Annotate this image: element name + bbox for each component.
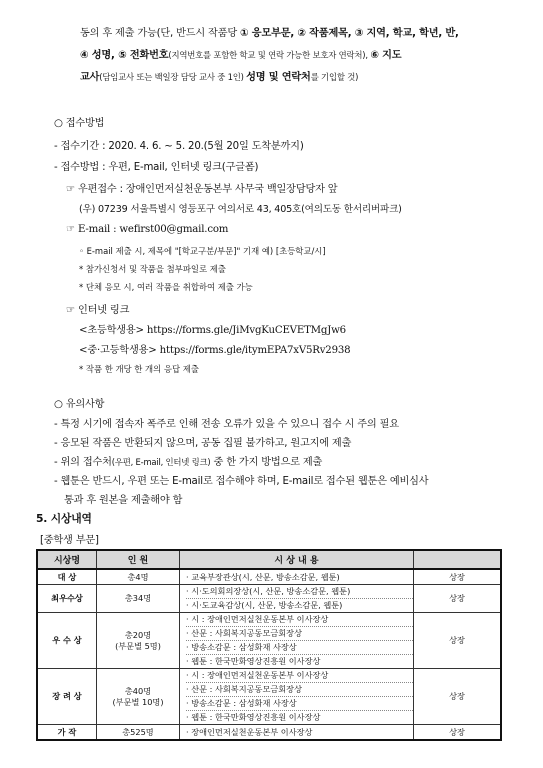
content-line: · 시·도교육감상(시, 산문, 방송소감문, 웹툰) xyxy=(186,600,343,610)
text-segment: 교사 xyxy=(80,72,100,83)
award-prize: 상장 xyxy=(414,613,502,669)
awards-subtitle: [중학생 부문] xyxy=(40,535,99,546)
award-category: 최우수상 xyxy=(37,585,97,613)
text-line xyxy=(80,46,401,61)
content-line: · 웹툰 : 한국만화영상진흥원 이사장상 xyxy=(186,656,321,666)
award-prize: 상장 xyxy=(414,569,502,585)
award-prize: 상장 xyxy=(414,585,502,613)
text-line xyxy=(80,68,358,83)
content-line: · 방송소감문 : 삼성화재 사장상 xyxy=(186,697,413,711)
award-content xyxy=(180,569,414,585)
receipt-method: - 접수방법 : 우편, E-mail, 인터넷 링크(구글폼) xyxy=(54,162,259,173)
award-content xyxy=(180,613,414,669)
post-address: (우) 07239 서울특별시 영등포구 여의서로 43, 405호(여의도동 한서리버파크) xyxy=(79,204,402,215)
awards-title: 5. 시상내역 xyxy=(36,512,92,525)
count-text: 총525명 xyxy=(122,726,154,737)
table-row xyxy=(37,585,501,613)
content-line: · 웹툰 : 한국만화영상진흥원 이사장상 xyxy=(186,712,321,722)
receipt-period: - 접수기간 : 2020. 4. 6. ~ 5. 20.(5월 20일 도착분까지) xyxy=(54,141,304,152)
text-segment: ④ 성명, ⑤ 전화번호 xyxy=(80,50,169,61)
note-item: - 응모된 작품은 반환되지 않으며, 공동 집필 불가하고, 원고지에 제출 xyxy=(54,438,352,449)
text-segment: ① 응모부문, ② 작품제목, ③ 지역, 학교, 학년, 반, xyxy=(240,28,459,39)
award-count xyxy=(97,725,180,741)
content-line: · 산문 : 사회복지공동모금회장상 xyxy=(186,627,413,641)
award-prize: 상장 xyxy=(414,669,502,725)
section-heading: ○ 접수방법 xyxy=(54,118,105,129)
table-row xyxy=(37,613,501,669)
award-content xyxy=(180,669,414,725)
table-row xyxy=(37,569,501,585)
content-line: · 방송소감문 : 삼성화재 사장상 xyxy=(186,641,413,655)
text-segment: (우편, E-mail, 인터넷 링크) xyxy=(111,457,211,467)
section-heading: ○ 유의사항 xyxy=(54,399,105,410)
header-cell: 시상명 xyxy=(37,550,97,569)
award-category: 장 려 상 xyxy=(37,669,97,725)
count-text: 총34명 xyxy=(124,593,152,603)
link-note: * 작품 한 개당 한 개의 응답 제출 xyxy=(79,364,199,374)
table-header-row xyxy=(37,550,501,569)
award-content xyxy=(180,585,414,613)
note-item xyxy=(54,453,322,468)
award-category: 대 상 xyxy=(37,569,97,585)
note-item-continued: 통과 후 원본을 제출해야 함 xyxy=(64,495,183,506)
email-title: ☞ E-mail : wefirst00@gmail.com xyxy=(66,224,229,235)
header-cell: 인 원 xyxy=(97,550,180,569)
award-prize: 상장 xyxy=(414,725,502,741)
count-text: 총40명 xyxy=(124,685,152,696)
award-category: 우 수 상 xyxy=(37,613,97,669)
link-title: ☞ 인터넷 링크 xyxy=(66,305,130,316)
note-item: - 특정 시기에 접속자 폭주로 인해 전송 오류가 있을 수 있으니 접수 시 주의 필요 xyxy=(54,419,399,430)
content-line: · 시 : 장애인먼저실천운동본부 이사장상 xyxy=(186,669,413,683)
note-item: - 웹툰은 반드시, 우편 또는 E-mail로 접수해야 하며, E-mail로 접수된 웹툰은 예비심사 xyxy=(54,476,429,487)
award-content xyxy=(180,725,414,741)
table-row xyxy=(37,669,501,725)
header-cell xyxy=(414,550,502,569)
text-segment: - 위의 접수처 xyxy=(54,457,112,468)
content-line: · 장애인먼저실천운동본부 이사장상 xyxy=(186,726,313,737)
award-count xyxy=(97,669,180,725)
text-segment: 중 한 가지 방법으로 제출 xyxy=(210,457,323,468)
text-segment: 동의 후 제출 가능(단, 반드시 작품당 xyxy=(80,28,241,39)
email-note: ◦ E-mail 제출 시, 제목에 "[학교구분/부문]" 기재 예) [초등학교/시] xyxy=(79,246,326,256)
text-segment: 성명 및 연락처 xyxy=(246,72,311,83)
content-line: · 시 : 장애인먼저실천운동본부 이사장상 xyxy=(186,613,413,627)
text-segment: (지역번호를 포함한 학교 및 연락 가능한 보호자 연락처), xyxy=(168,50,371,60)
count-text: (부문별 10명) xyxy=(112,696,164,707)
link-elementary[interactable]: <초등학생용> https://forms.gle/JiMvgKuCEVETMgJw6 xyxy=(79,325,346,336)
post-title: ☞ 우편접수 : 장애인먼저실천운동본부 사무국 백일장담당자 앞 xyxy=(66,184,338,195)
link-middle-high[interactable]: <중·고등학생용> https://forms.gle/itymEPA7xV5Rv2938 xyxy=(79,345,351,356)
text-segment: 를 기입할 것) xyxy=(310,72,359,82)
content-line: · 시·도의회의장상(시, 산문, 방송소감문, 웹툰) xyxy=(186,585,413,599)
content-line: · 교육부장관상(시, 산문, 방송소감문, 웹툰) xyxy=(186,571,340,582)
award-count xyxy=(97,569,180,585)
count-text: 총20명 xyxy=(124,629,152,640)
email-note: * 단체 응모 시, 여러 작품을 취합하여 제출 가능 xyxy=(79,282,253,292)
text-segment: ⑥ 지도 xyxy=(370,50,402,61)
count-text: (부문별 5명) xyxy=(115,640,161,651)
award-count xyxy=(97,613,180,669)
text-line xyxy=(80,24,459,39)
email-note: * 참가신청서 및 작품을 첨부파일로 제출 xyxy=(79,264,226,274)
content-line: · 산문 : 사회복지공동모금회장상 xyxy=(186,683,413,697)
text-segment: (담임교사 또는 백일장 담당 교사 중 1인) xyxy=(99,72,247,82)
award-category: 가 작 xyxy=(37,725,97,741)
award-count xyxy=(97,585,180,613)
awards-table xyxy=(36,549,502,741)
table-row xyxy=(37,725,501,741)
header-cell: 시 상 내 용 xyxy=(180,550,414,569)
count-text: 총4명 xyxy=(127,571,149,582)
